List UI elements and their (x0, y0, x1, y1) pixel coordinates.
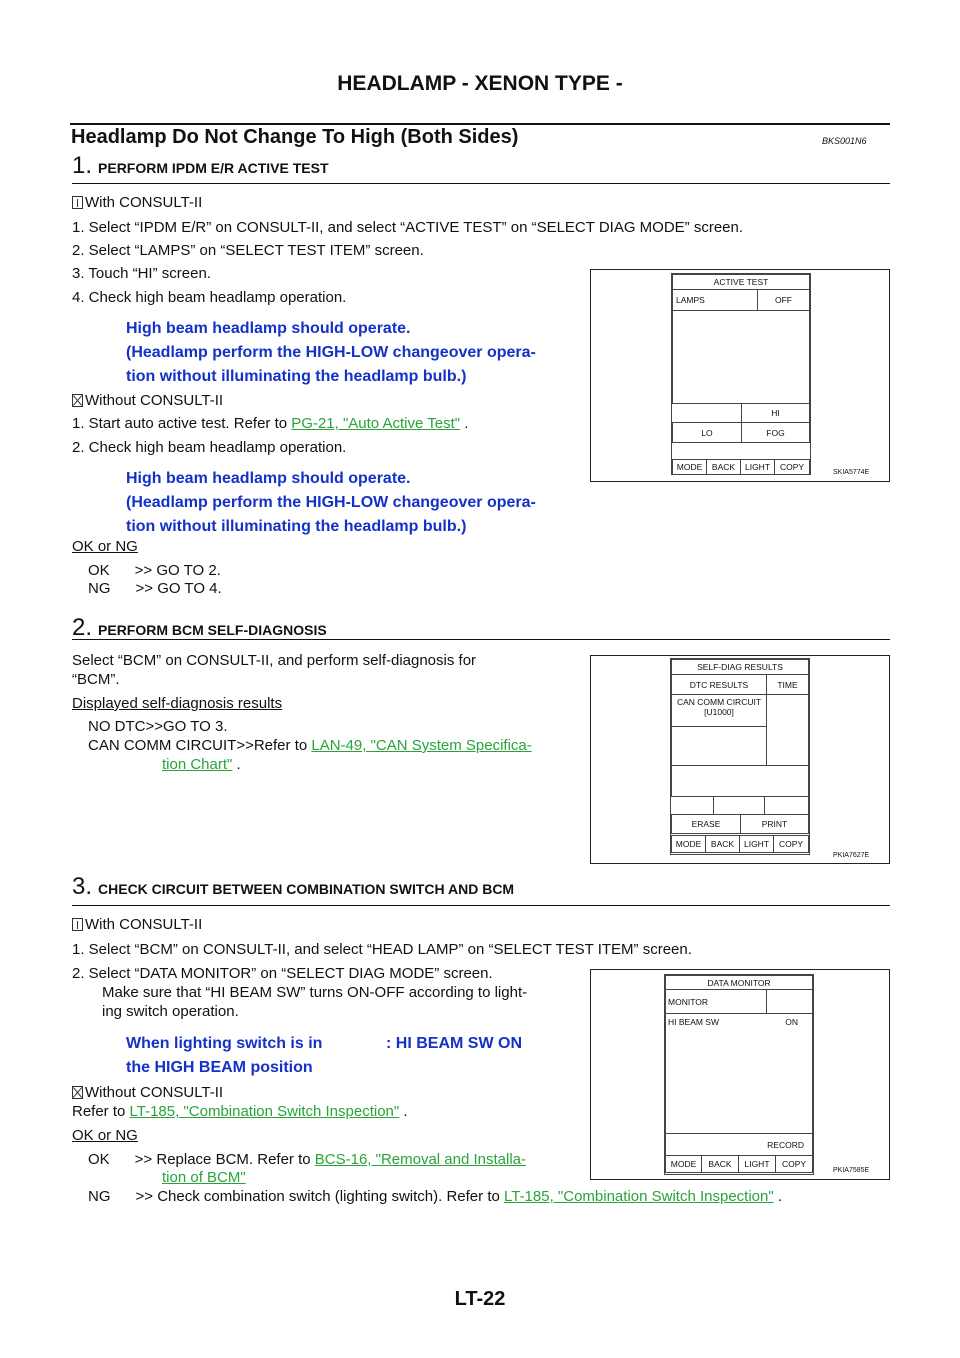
ng-result: NG >> GO TO 4. (88, 580, 222, 597)
light-button: LIGHT (740, 459, 775, 475)
step-number: 1. (72, 152, 93, 179)
text: NG >> Check combination switch (lighting switch). Refer to (88, 1188, 504, 1205)
ok-or-ng-label: OK or NG (72, 538, 138, 555)
step-1-heading (72, 152, 329, 180)
ok-result: OK >> GO TO 2. (88, 562, 221, 579)
step-2-heading (72, 614, 327, 642)
instruction-line: 1. Select “IPDM E/R” on CONSULT-II, and select “ACTIVE TEST” on “SELECT DIAG MODE” screen. (72, 219, 744, 236)
instruction-line: 3. Touch “HI” screen. (72, 265, 211, 282)
step-number: 2. (72, 614, 93, 641)
with-consult-label (72, 194, 202, 211)
instruction-line: 2. Select “DATA MONITOR” on “SELECT DIAG MODE” screen. (72, 965, 493, 982)
step-title: CHECK CIRCUIT BETWEEN COMBINATION SWITCH AND BCM (98, 881, 515, 897)
can-system-link[interactable]: LAN-49, "CAN System Specifica- (311, 737, 532, 754)
condition-label (126, 1032, 322, 1080)
self-diag-figure (590, 655, 890, 864)
spec-note-line: (Headlamp perform the HIGH-LOW changeover opera- (126, 344, 536, 361)
text: . (399, 1103, 408, 1120)
ok-result-cont (162, 1169, 246, 1186)
without-consult-text: Without CONSULT-II (85, 392, 224, 409)
spec-note-line: High beam headlamp should operate. (126, 320, 411, 337)
fog-button: FOG (741, 422, 810, 443)
figure-id: PKIA7627E (833, 852, 870, 859)
page-number: LT-22 (454, 1288, 506, 1310)
consult-icon (72, 918, 83, 931)
can-comm-result (88, 737, 532, 754)
monitor-cell: MONITOR (665, 989, 767, 1014)
blank-cell (766, 694, 809, 766)
text: . (232, 756, 241, 773)
with-consult-text: With CONSULT-II (85, 916, 203, 933)
step-title: PERFORM IPDM E/R ACTIVE TEST (98, 160, 329, 176)
back-button: BACK (701, 1155, 739, 1173)
text: OK >> Replace BCM. Refer to (88, 1151, 315, 1168)
condition-result: : HI BEAM SW ON (386, 1035, 522, 1052)
instruction-line: 2. Select “LAMPS” on “SELECT TEST ITEM” screen. (72, 242, 424, 259)
hi-button: HI (741, 403, 810, 423)
spec-note-line: High beam headlamp should operate. (126, 470, 411, 487)
instruction-line (72, 415, 468, 432)
text: . (773, 1188, 783, 1205)
monitor-item-name: HI BEAM SW (668, 1017, 720, 1027)
dtc-name: CAN COMM CIRCUIT (676, 697, 762, 707)
instruction-line: 4. Check high beam headlamp operation. (72, 289, 347, 306)
ok-or-ng-label: OK or NG (72, 1127, 138, 1144)
self-diag-screen (670, 658, 810, 855)
print-button: PRINT (740, 814, 809, 834)
consult-icon (72, 196, 83, 209)
with-consult-label (72, 916, 202, 933)
step-rule (72, 183, 890, 184)
instruction-line: Select “BCM” on CONSULT-II, and perform self-diagnosis for (72, 652, 477, 669)
data-monitor-screen (664, 974, 814, 1175)
no-consult-icon (72, 394, 83, 407)
time-cell: TIME (766, 674, 809, 695)
spec-note-line: tion without illuminating the headlamp bulb.) (126, 368, 467, 385)
spec-note (126, 317, 536, 389)
step-3-heading (72, 873, 514, 901)
instruction-line: Make sure that “HI BEAM SW” turns ON-OFF according to light- (102, 984, 528, 1001)
back-button: BACK (705, 835, 740, 853)
lo-button: LO (672, 422, 742, 443)
light-button: LIGHT (738, 1155, 776, 1173)
with-consult-text: With CONSULT-II (85, 194, 203, 211)
spec-note-line: tion without illuminating the headlamp bulb.) (126, 518, 467, 535)
without-consult-label (72, 392, 223, 409)
step-title: PERFORM BCM SELF-DIAGNOSIS (98, 622, 327, 638)
mode-button: MODE (665, 1155, 702, 1173)
blank-cell (766, 989, 813, 1014)
ok-result (88, 1151, 526, 1168)
screen-title: SELF-DIAG RESULTS (671, 659, 809, 675)
figure-id: SKIA5774E (833, 469, 870, 476)
can-comm-result-cont (162, 756, 241, 773)
step-rule (72, 639, 890, 640)
screen-title: DATA MONITOR (665, 975, 813, 990)
text: Refer to (72, 1103, 130, 1120)
page-header: HEADLAMP - XENON TYPE - (337, 72, 623, 95)
refer-line (72, 1103, 408, 1120)
instruction-line: 1. Select “BCM” on CONSULT-II, and select “HEAD LAMP” on “SELECT TEST ITEM” screen. (72, 941, 692, 958)
condition-line: the HIGH BEAM position (126, 1059, 313, 1076)
dtc-results-cell: DTC RESULTS (671, 674, 767, 695)
section-code: BKS001N6 (822, 136, 867, 146)
dtc-code: [U1000] (704, 707, 734, 717)
instruction-line: “BCM”. (72, 671, 120, 688)
off-cell: OFF (757, 289, 810, 311)
copy-button: COPY (774, 459, 810, 475)
can-system-link-cont[interactable]: tion Chart" (162, 756, 233, 773)
copy-button: COPY (775, 1155, 813, 1173)
removal-bcm-link-cont[interactable]: tion of BCM" (162, 1169, 246, 1186)
step-number: 3. (72, 873, 93, 900)
mode-button: MODE (671, 835, 706, 853)
lamps-cell: LAMPS (672, 289, 758, 311)
combination-switch-link[interactable]: LT-185, "Combination Switch Inspection" (129, 1103, 400, 1120)
light-button: LIGHT (739, 835, 774, 853)
blank-cell (713, 796, 765, 815)
figure-id: PKIA7585E (833, 1167, 870, 1174)
monitor-item-row (665, 1013, 813, 1134)
text: CAN COMM CIRCUIT>>Refer to (88, 737, 312, 754)
erase-button: ERASE (671, 814, 741, 834)
removal-bcm-link[interactable]: BCS-16, "Removal and Installa- (314, 1151, 527, 1168)
record-button: RECORD (665, 1133, 813, 1156)
spec-note-line: (Headlamp perform the HIGH-LOW changeover opera- (126, 494, 536, 511)
condition-line: When lighting switch is in (126, 1035, 323, 1052)
monitor-item-value: ON (785, 1017, 798, 1027)
back-button: BACK (706, 459, 741, 475)
combination-switch-link[interactable]: LT-185, "Combination Switch Inspection" (504, 1188, 774, 1205)
data-monitor-figure (590, 969, 890, 1180)
no-consult-icon (72, 1086, 83, 1099)
auto-active-test-link[interactable]: PG-21, "Auto Active Test" (291, 415, 461, 432)
displayed-results-label: Displayed self-diagnosis results (72, 695, 283, 712)
copy-button: COPY (773, 835, 809, 853)
without-consult-text: Without CONSULT-II (85, 1084, 224, 1101)
blank-cell (671, 765, 809, 797)
without-consult-label (72, 1084, 223, 1101)
spec-note (126, 467, 536, 539)
active-test-figure (590, 269, 890, 482)
screen-title: ACTIVE TEST (672, 274, 810, 290)
instruction-line: 2. Check high beam headlamp operation. (72, 439, 347, 456)
blank-cell (764, 796, 809, 815)
active-test-screen (671, 273, 811, 475)
step-rule (72, 905, 890, 906)
ng-result (88, 1188, 782, 1205)
instruction-line: ing switch operation. (102, 1003, 239, 1020)
title-rule (70, 123, 890, 125)
text: . (460, 415, 469, 432)
section-title: Headlamp Do Not Change To High (Both Sides) (71, 126, 519, 148)
text: 1. Start auto active test. Refer to (72, 415, 292, 432)
can-comm-cell (671, 694, 767, 727)
blank-cell (671, 726, 767, 766)
mode-button: MODE (672, 459, 707, 475)
screen-blank (672, 310, 810, 404)
no-dtc-result: NO DTC>>GO TO 3. (88, 718, 228, 735)
